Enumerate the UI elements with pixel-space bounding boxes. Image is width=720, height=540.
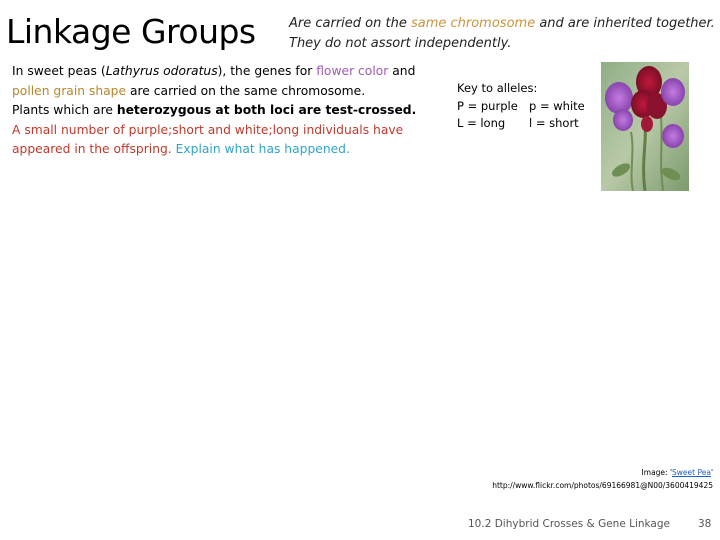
flower-color-term: flower color [316,64,389,78]
question-prompt: Explain what has happened. [171,142,350,156]
subtitle-highlight: same chromosome [410,16,536,31]
intro-text-part: ), the genes for [217,64,317,78]
intro-text-part: In sweet peas ( [12,64,106,78]
offspring-result: A small number of purple;short and white;long individuals have appeared in the offspring. [12,122,404,156]
allele-key-entry: L = long [457,116,506,130]
pollen-shape-term: pollen grain shape [12,83,127,98]
testcross-statement: heterozygous at both loci are test-crossed. [116,103,417,117]
intro-text-part: Plants which are [12,103,117,117]
intro-sentence-3 [12,121,437,160]
allele-key-row [457,98,597,116]
allele-key-entry: p = white [529,98,585,113]
intro-sentence-1 [12,62,437,101]
intro-text-part: and [388,64,416,78]
page-number: 38 [698,518,712,530]
subtitle-post: and are inherited together. They do not assort independently. [289,16,715,51]
sweet-pea-photo [601,62,689,191]
slide-title: Linkage Groups [6,12,256,51]
species-name: Lathyrus odoratus [105,64,218,78]
intro-text [12,62,437,160]
allele-key-entry: l = short [529,116,579,130]
intro-text-part: are carried on the same chromosome. [126,83,366,98]
allele-key-title: Key to alleles: [457,81,538,95]
allele-key [457,80,597,133]
sweet-pea-image [601,62,689,191]
image-credit [413,466,713,492]
credit-prefix: Image: ' [641,468,673,477]
allele-key-entry: P = purple [457,98,518,113]
intro-sentence-2 [12,101,437,121]
credit-url: http://www.flickr.com/photos/69166981@N00/3600419425 [492,481,713,490]
footer-course-title: 10.2 Dihybrid Crosses & Gene Linkage [468,518,670,530]
credit-suffix: ' [710,468,713,477]
credit-link[interactable]: Sweet Pea [672,468,711,477]
allele-key-row [457,115,597,133]
slide-subtitle [289,14,719,54]
subtitle-pre: Are carried on the [289,16,411,31]
